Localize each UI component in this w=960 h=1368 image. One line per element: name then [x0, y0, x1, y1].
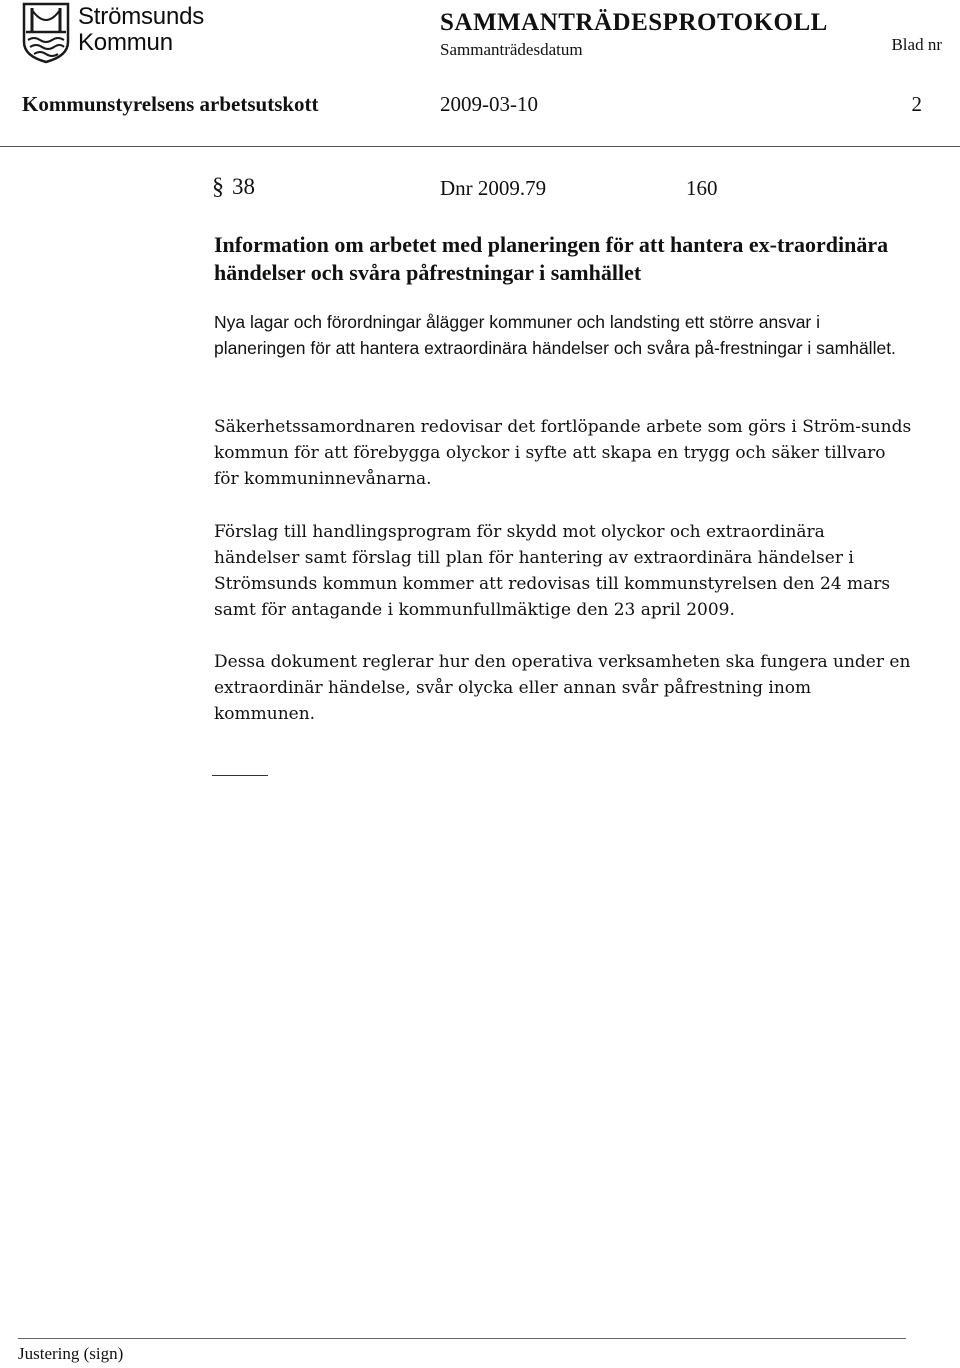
logo-wordmark	[78, 4, 204, 56]
section-number: 38	[232, 174, 255, 199]
diary-number: Dnr 2009.79	[440, 176, 547, 200]
municipality-logo	[22, 2, 222, 64]
sheet-number-label: Blad nr	[891, 35, 942, 54]
logo-line-2: Kommun	[78, 29, 173, 56]
signature-label: Justering (sign)	[18, 1344, 124, 1363]
section-heading	[212, 174, 255, 201]
header-divider	[0, 146, 960, 147]
page-number: 2	[911, 92, 922, 116]
paragraph-2: Säkerhetssamordnaren redovisar det fortlöpande arbete som görs i Ström-sunds kommun för att förebygga olyckor i syfte att skapa en trygg och säker tillvaro för kommuninnevånarna.	[214, 417, 912, 489]
document-type: SAMMANTRÄDESPROTOKOLL	[440, 9, 828, 36]
footer-divider	[18, 1338, 906, 1339]
paragraph-1: Nya lagar och förordningar ålägger kommuner och landsting ett större ansvar i planeringen för att hantera extraordinära händelser och svåra på-frestningar i samhället.	[214, 312, 896, 358]
meeting-date-label: Sammanträdesdatum	[440, 40, 583, 59]
case-number: 160	[686, 176, 718, 200]
bridge-crest-icon	[22, 2, 70, 64]
paragraph-4: Dessa dokument reglerar hur den operativa verksamheten ska fungera under en extraordinär händelse, svår olycka eller annan svår påfrestning inom kommunen.	[214, 652, 911, 724]
committee-name: Kommunstyrelsens arbetsutskott	[22, 92, 319, 116]
logo-line-1: Strömsunds	[78, 3, 205, 30]
section-symbol: §	[212, 174, 224, 200]
end-of-item-rule	[212, 775, 268, 776]
paragraph-3: Förslag till handlingsprogram för skydd mot olyckor och extraordinära händelser samt förslag till plan för hantering av extraordinära händelser i Strömsunds kommun kommer att redovisas till kommunstyrelsen den 24 mars samt för antagande i kommunfullmäktige den 23 april 2009.	[214, 522, 891, 620]
item-title: Information om arbetet med planeringen för att hantera ex-traordinära händelser och svåra påfrestningar i samhället	[214, 232, 889, 285]
meeting-date: 2009-03-10	[440, 92, 538, 116]
